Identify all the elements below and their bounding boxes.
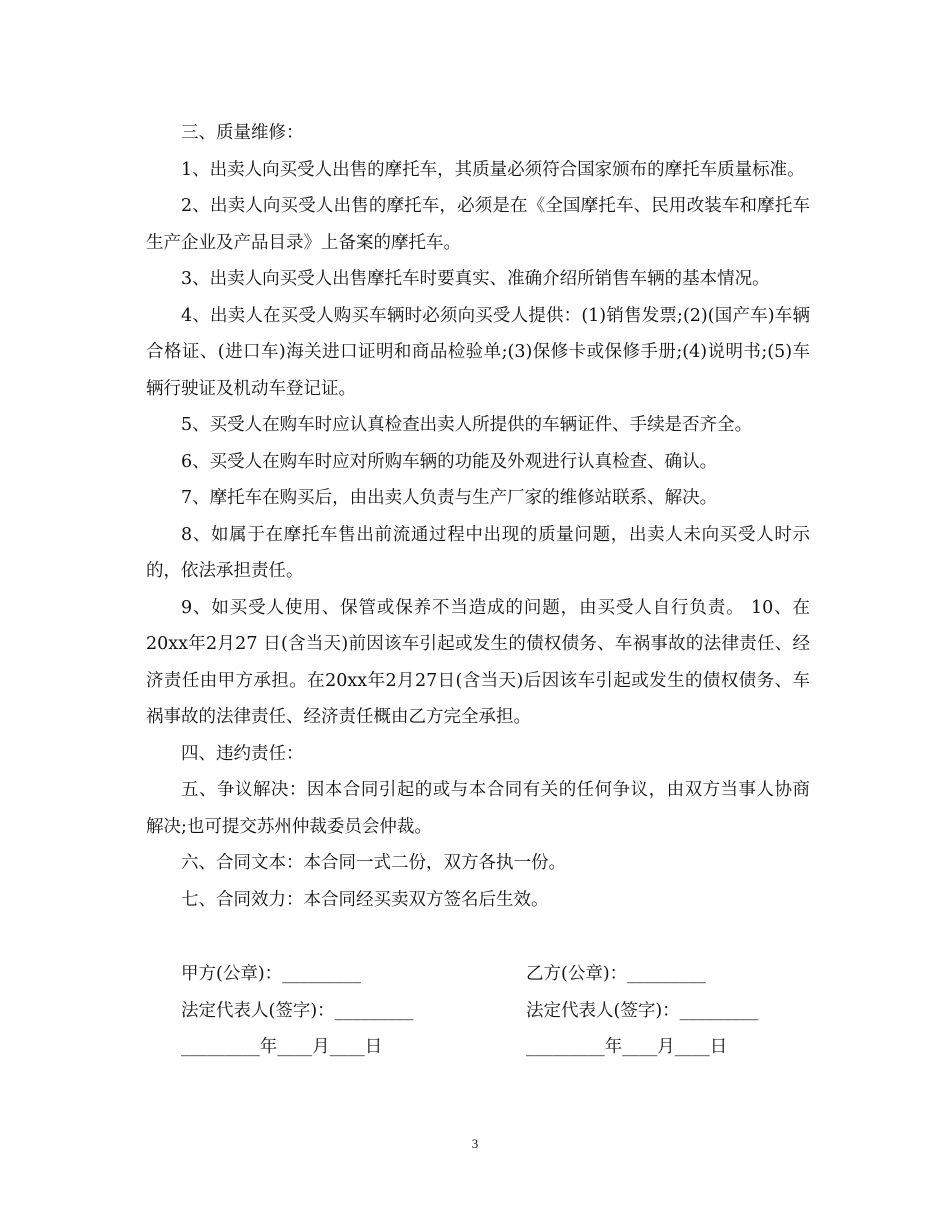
signature-block: [181, 956, 811, 1066]
clause-8-quality-liability: 8、如属于在摩托车售出前流通过程中出现的质量问题，出卖人未向买受人时示的，依法承担责任。: [146, 524, 810, 581]
party-b-representative-line: 法定代表人(签字)：_________: [526, 1000, 759, 1021]
signature-row-date: [181, 1029, 811, 1066]
party-b-date-line: _________年____月____日: [526, 1037, 728, 1057]
section-contract-copies: 六、合同文本：本合同一式二份，双方各执一份。: [181, 853, 566, 873]
clause-6-inspect-vehicle: 6、买受人在购车时应对所购车辆的功能及外观进行认真检查、确认。: [181, 451, 718, 472]
section-heading-breach: 四、违约责任：: [181, 743, 304, 764]
party-a-representative-line: 法定代表人(签字)：_________: [181, 1000, 414, 1021]
section-contract-effect: 七、合同效力：本合同经买卖双方签名后生效。: [181, 889, 549, 910]
section-dispute-resolution: 五、争议解决：因本合同引起的或与本合同有关的任何争议，由双方当事人协商解决;也可提交苏州仲裁委员会仲裁。: [146, 780, 810, 837]
section-heading-quality-repair: 三、质量维修：: [181, 123, 304, 143]
contract-body: [146, 115, 810, 918]
clause-5-check-documents: 5、买受人在购车时应认真检查出卖人所提供的车辆证件、手续是否齐全。: [181, 415, 753, 435]
party-a-seal-line: 甲方(公章)：_________: [181, 964, 361, 984]
page-number: 3: [471, 1136, 479, 1151]
clause-4-documents: 4、出卖人在买受人购买车辆时必须向买受人提供：(1)销售发票;(2)(国产车)车辆合格证、(进口车)海关进口证明和商品检验单;(3)保修卡或保修手册;(4)说明书;(5)车辆行驶证及机动车登记证。: [146, 305, 810, 399]
signature-row-representative: [181, 993, 811, 1030]
clause-3-accurate-info: 3、出卖人向买受人出售摩托车时要真实、准确介绍所销售车辆的基本情况。: [181, 269, 770, 289]
clause-7-maintenance: 7、摩托车在购买后，由出卖人负责与生产厂家的维修站联系、解决。: [181, 488, 718, 508]
clause-2-catalog-registration: 2、出卖人向买受人出售的摩托车，必须是在《全国摩托车、民用改装车和摩托车生产企业及产品目录》上备案的摩托车。: [146, 196, 810, 253]
party-b-seal-line: 乙方(公章)：_________: [526, 964, 706, 984]
party-a-date-line: _________年____月____日: [181, 1037, 383, 1057]
signature-row-seal: [181, 956, 811, 993]
clause-9-10-liability: 9、如买受人使用、保管或保养不当造成的问题，由买受人自行负责。 10、在20xx年2月27 日(含当天)前因该车引起或发生的债权债务、车祸事故的法律责任、经济责任由甲方承担。在20xx年2月27日(含当天)后因该车引起或发生的债权债务、车祸事故的法律责任、经济责任概由乙方完全承担。: [146, 597, 810, 727]
clause-1-quality-standard: 1、出卖人向买受人出售的摩托车，其质量必须符合国家颁布的摩托车质量标准。: [181, 159, 805, 180]
